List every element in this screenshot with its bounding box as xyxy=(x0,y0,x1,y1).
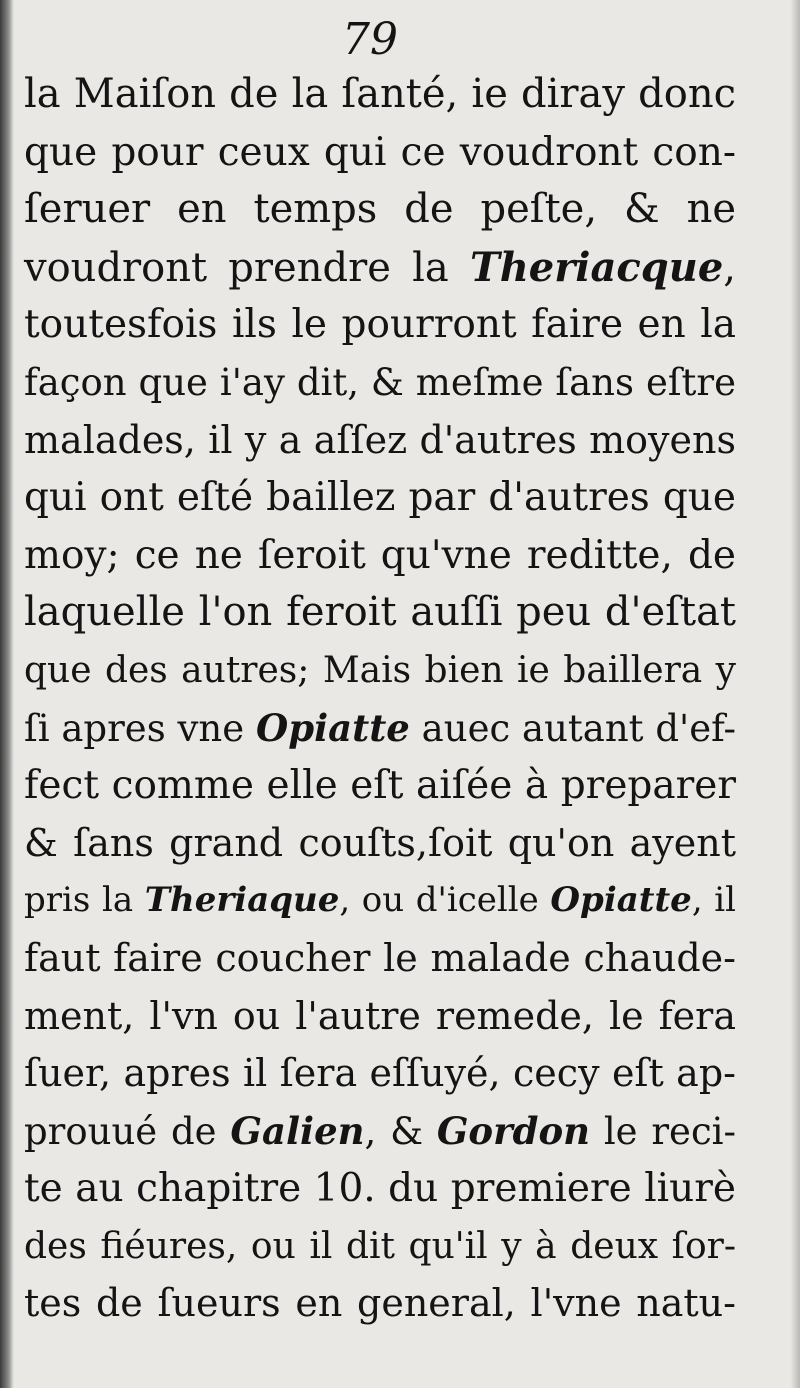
text-segment: qui ont eſté baillez par d'autres que xyxy=(24,475,736,521)
text-line xyxy=(24,757,736,815)
text-line xyxy=(24,815,736,873)
text-line xyxy=(24,988,736,1046)
text-segment: des fiéures, ou il dit qu'il y à deux ſor- xyxy=(24,1225,736,1267)
text-segment: malades, il y a aſſez d'autres moyens xyxy=(24,417,736,462)
text-line xyxy=(24,527,736,585)
text-segment: faut faire coucher le malade chaude- xyxy=(24,935,736,980)
text-line xyxy=(24,584,736,642)
text-line xyxy=(24,239,736,297)
italic-term: Gordon xyxy=(436,1108,591,1153)
text-segment: , xyxy=(723,244,736,291)
text-segment: voudront prendre la xyxy=(24,244,470,291)
italic-term: Opiatte xyxy=(550,880,692,921)
text-line xyxy=(24,700,736,758)
text-segment: fect comme elle eſt aiſée à preparer xyxy=(24,763,736,809)
page-number: 79 xyxy=(342,14,398,65)
text-segment: que pour ceux qui ce voudront con- xyxy=(24,129,736,175)
text-segment: ment, l'vn ou l'autre remede, le fera xyxy=(24,993,736,1038)
text-line xyxy=(24,124,736,182)
text-segment: , il xyxy=(691,880,736,921)
body-text xyxy=(24,66,736,1333)
italic-term: Opiatte xyxy=(255,705,410,750)
text-line xyxy=(24,1218,736,1276)
text-line xyxy=(24,872,736,930)
text-segment: toutesfois ils le pourront faire en la xyxy=(24,302,736,348)
text-line xyxy=(24,412,736,470)
text-segment: ſuer, apres il ſera eſſuyé, cecy eſt ap- xyxy=(24,1051,736,1096)
text-segment: le reci- xyxy=(590,1109,737,1153)
text-line xyxy=(24,296,736,354)
text-segment: ſi apres vne xyxy=(24,706,256,750)
italic-term: Theriacque xyxy=(469,243,724,291)
text-segment: que des autres; Mais bien ie baillera y xyxy=(24,649,736,691)
text-line xyxy=(24,469,736,527)
text-line xyxy=(24,181,736,239)
page-edge xyxy=(790,0,800,1388)
text-segment: moy; ce ne ſeroit qu'vne reditte, de xyxy=(24,532,736,578)
text-segment: laquelle l'on feroit auſſi peu d'eſtat xyxy=(24,589,736,636)
text-segment: tes de ſueurs en general, l'vne natu- xyxy=(24,1281,736,1326)
text-line xyxy=(24,1103,736,1161)
text-segment: , ou d'icelle xyxy=(339,880,551,921)
italic-term: Theriaque xyxy=(144,880,340,921)
text-segment: auec autant d'ef- xyxy=(409,706,736,750)
text-segment: , & xyxy=(364,1109,437,1153)
text-segment: te au chapitre 10. du premiere liurè xyxy=(24,1166,736,1212)
text-line xyxy=(24,66,736,124)
italic-term: Galien xyxy=(230,1108,365,1153)
text-segment: & ſans grand couſts,ſoit qu'on ayent xyxy=(24,820,736,865)
text-line xyxy=(24,930,736,988)
text-segment: pris la xyxy=(24,880,145,921)
text-segment: prouué de xyxy=(24,1109,231,1153)
text-segment: la Maiſon de la ſanté, ie diray donc xyxy=(24,71,736,117)
text-line xyxy=(24,1275,736,1333)
text-segment: façon que i'ay dit, & meſme ſans eſtre xyxy=(24,360,736,404)
text-line xyxy=(24,354,736,412)
text-line xyxy=(24,1160,736,1218)
text-segment: ſeruer en temps de peſte, & ne xyxy=(24,186,736,233)
text-line xyxy=(24,642,736,700)
text-line xyxy=(24,1045,736,1103)
page-binding-shadow xyxy=(0,0,14,1388)
